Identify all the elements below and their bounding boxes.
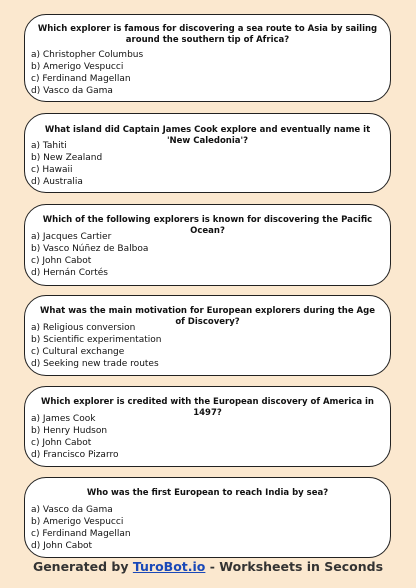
- turobot-link[interactable]: TuroBot.io: [132, 559, 206, 574]
- question-card-1: [24, 14, 391, 102]
- option-c: c) Cultural exchange: [31, 347, 125, 357]
- option-b: b) Scientific experimentation: [31, 335, 162, 345]
- question-text: Which explorer is famous for discovering a sea route to Asia by sailing around the southern tip of Africa?: [37, 24, 378, 45]
- question-card-4: [24, 295, 391, 376]
- option-c: c) Ferdinand Magellan: [31, 529, 131, 539]
- option-d: d) Seeking new trade routes: [31, 359, 159, 369]
- footer-suffix: - Worksheets in Seconds: [205, 559, 384, 574]
- footer: [0, 559, 416, 574]
- option-b: b) Henry Hudson: [31, 426, 108, 436]
- footer-prefix: Generated by: [32, 559, 133, 574]
- option-a: a) Vasco da Gama: [31, 505, 113, 515]
- option-a: a) Tahiti: [31, 141, 67, 151]
- options-list: [31, 140, 380, 188]
- question-text: Who was the first European to reach India by sea?: [86, 488, 329, 498]
- question-text: What island did Captain James Cook explore and eventually name it 'New Caledonia'?: [44, 125, 371, 146]
- options-list: [31, 322, 380, 370]
- option-c: c) John Cabot: [31, 438, 92, 448]
- question-card-6: [24, 477, 391, 558]
- option-c: c) John Cabot: [31, 256, 92, 266]
- option-a: a) Jacques Cartier: [31, 232, 112, 242]
- option-b: b) New Zealand: [31, 153, 103, 163]
- options-list: [31, 504, 380, 552]
- question-card-3: [24, 204, 391, 286]
- options-list: [31, 231, 380, 279]
- option-a: a) James Cook: [31, 414, 96, 424]
- option-d: d) Australia: [31, 177, 83, 187]
- option-d: d) Vasco da Gama: [31, 86, 113, 96]
- option-b: b) Amerigo Vespucci: [31, 62, 124, 72]
- option-d: d) Hernán Cortés: [31, 268, 108, 278]
- option-d: d) Francisco Pizarro: [31, 450, 119, 460]
- question-card-2: [24, 113, 391, 193]
- question-text: What was the main motivation for European explorers during the Age of Discovery?: [40, 306, 375, 327]
- option-b: b) Vasco Núñez de Balboa: [31, 244, 149, 254]
- option-b: b) Amerigo Vespucci: [31, 517, 124, 527]
- options-list: [31, 49, 380, 97]
- option-a: a) Christopher Columbus: [31, 50, 144, 60]
- question-text: Which of the following explorers is known for discovering the Pacific Ocean?: [42, 215, 373, 236]
- option-d: d) John Cabot: [31, 541, 93, 551]
- question-text: Which explorer is credited with the European discovery of America in 1497?: [41, 397, 374, 418]
- options-list: [31, 413, 380, 461]
- question-card-5: [24, 386, 391, 467]
- option-a: a) Religious conversion: [31, 323, 136, 333]
- option-c: c) Hawaii: [31, 165, 73, 175]
- option-c: c) Ferdinand Magellan: [31, 74, 131, 84]
